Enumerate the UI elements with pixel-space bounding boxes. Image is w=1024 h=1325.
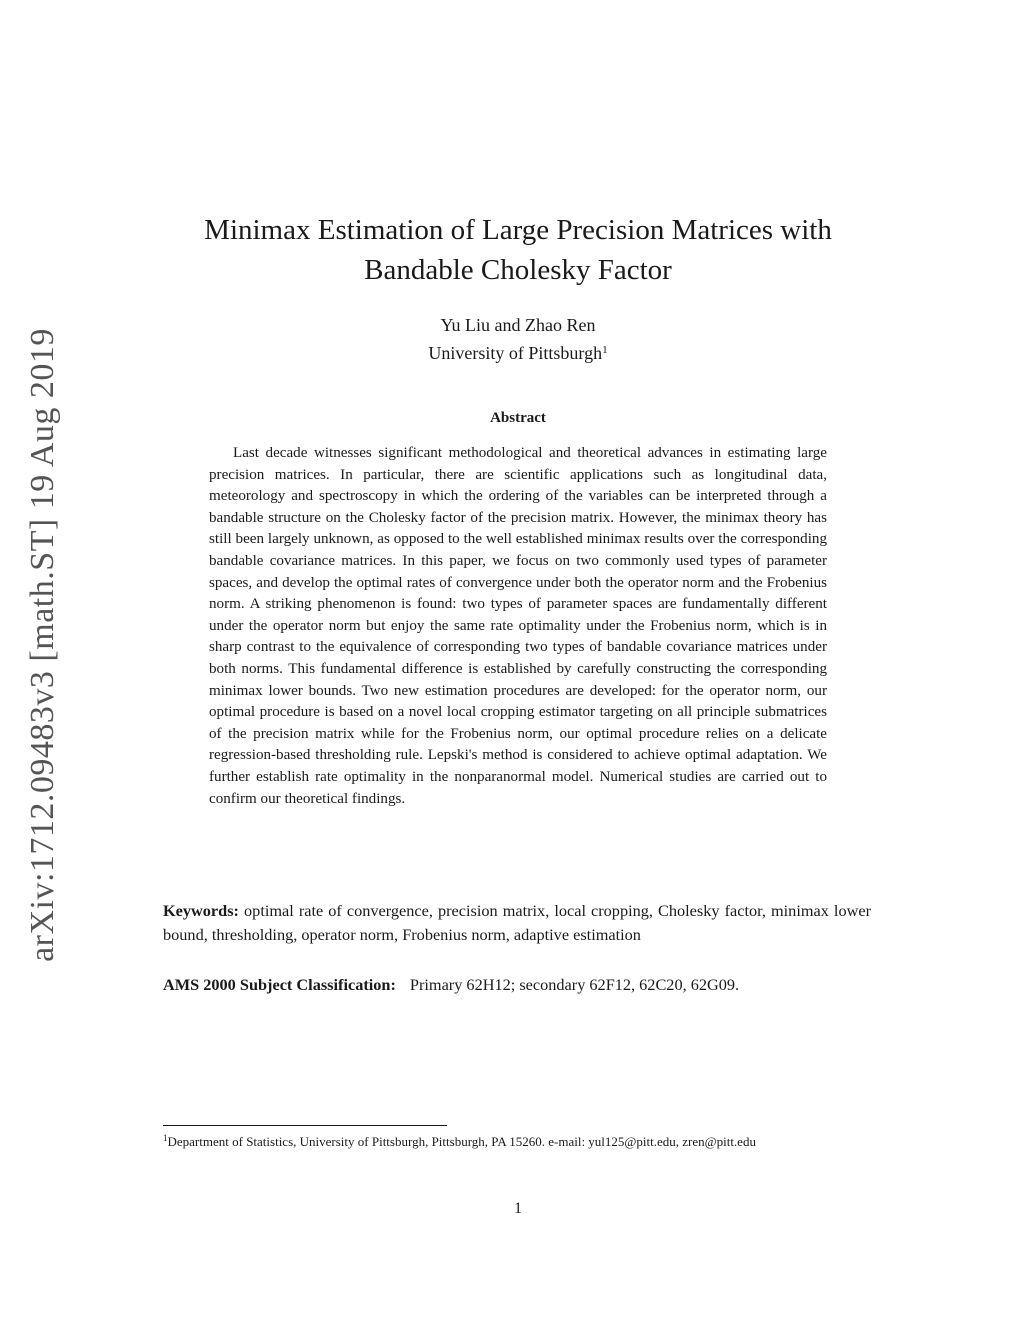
abstract-heading: Abstract <box>490 410 546 426</box>
keywords-label: Keywords: <box>163 901 239 920</box>
footnote-mark: 1 <box>163 1133 168 1143</box>
footnote <box>163 1129 873 1151</box>
affiliation-footnote-mark: 1 <box>602 344 608 356</box>
title-line-1: Minimax Estimation of Large Precision Matrices with <box>204 214 832 246</box>
arxiv-identifier: arXiv:1712.09483v3 [math.ST] 19 Aug 2019 <box>24 328 61 962</box>
ams-text: Primary 62H12; secondary 62F12, 62C20, 62G09. <box>409 975 740 994</box>
paper-title <box>140 210 896 290</box>
keywords-text: optimal rate of convergence, precision matrix, local cropping, Cholesky factor, minimax lower bound, thresholding, operator norm, Frobenius norm, adaptive estimation <box>163 901 871 944</box>
author-names: Yu Liu and Zhao Ren <box>440 315 596 335</box>
ams-classification <box>163 973 875 997</box>
footnote-divider <box>163 1125 447 1126</box>
footnote-text: Department of Statistics, University of Pittsburgh, Pittsburgh, PA 15260. e-mail: yul125@pitt.edu, zren@pitt.edu <box>167 1134 756 1149</box>
keywords <box>163 899 871 947</box>
page-number: 1 <box>514 1200 522 1217</box>
author-affiliation-line <box>200 338 836 366</box>
author-block <box>200 313 836 366</box>
title-line-2: Bandable Cholesky Factor <box>364 254 672 286</box>
abstract-text: Last decade witnesses significant methodological and theoretical advances in estimating large precision matrices. In particular, there are scientific applications such as longitudinal data, meteorology and spectroscopy in which the ordering of the variables can be interpreted through a bandable structure on the Cholesky factor of the precision matrix. However, the minimax theory has still been largely unknown, as opposed to the well established minimax results over the corresponding bandable covariance matrices. In this paper, we focus on two commonly used types of parameter spaces, and develop the optimal rates of convergence under both the operator norm and the Frobenius norm. A striking phenomenon is found: two types of parameter spaces are fundamentally different under the operator norm but enjoy the same rate optimality under the Frobenius norm, which is in sharp contrast to the equivalence of corresponding two types of bandable covariance matrices under both norms. This fundamental difference is established by carefully constructing the corresponding minimax lower bounds. Two new estimation procedures are developed: for the operator norm, our optimal procedure is based on a novel local cropping estimator targeting on all principle submatrices of the precision matrix while for the Frobenius norm, our optimal procedure relies on a delicate regression-based thresholding rule. Lepski's method is considered to achieve optimal adaptation. We further establish rate optimality in the nonparanormal model. Numerical studies are carried out to confirm our theoretical findings. <box>209 445 827 807</box>
ams-label: AMS 2000 Subject Classification: <box>163 975 396 994</box>
author-affiliation: University of Pittsburgh <box>428 343 603 363</box>
